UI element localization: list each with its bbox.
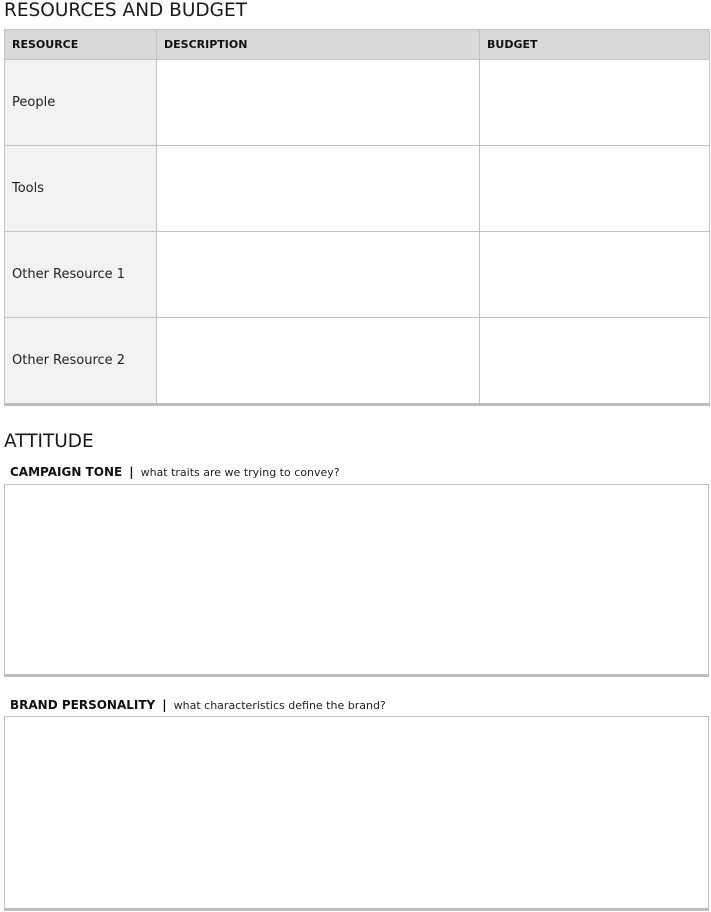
budget-cell[interactable] bbox=[480, 146, 710, 232]
resource-cell: People bbox=[5, 60, 157, 146]
resource-cell: Tools bbox=[5, 146, 157, 232]
brand-personality-field[interactable] bbox=[4, 716, 709, 911]
column-header-description: DESCRIPTION bbox=[157, 30, 480, 60]
description-cell[interactable] bbox=[157, 60, 480, 146]
column-header-budget: BUDGET bbox=[480, 30, 710, 60]
resource-cell: Other Resource 1 bbox=[5, 232, 157, 318]
description-cell[interactable] bbox=[157, 146, 480, 232]
column-header-resource: RESOURCE bbox=[5, 30, 157, 60]
budget-cell[interactable] bbox=[480, 232, 710, 318]
budget-cell[interactable] bbox=[480, 60, 710, 146]
campaign-tone-prompt: what traits are we trying to convey? bbox=[140, 466, 340, 479]
table-header-row bbox=[5, 30, 710, 60]
brand-personality-label bbox=[10, 699, 386, 711]
attitude-title: ATTITUDE bbox=[4, 431, 94, 452]
description-cell[interactable] bbox=[157, 318, 480, 405]
brand-personality-prompt: what characteristics define the brand? bbox=[173, 699, 386, 712]
resources-table bbox=[4, 29, 710, 406]
table-row bbox=[5, 232, 710, 318]
table-row bbox=[5, 146, 710, 232]
brand-personality-heading: BRAND PERSONALITY bbox=[10, 698, 156, 712]
resource-cell: Other Resource 2 bbox=[5, 318, 157, 405]
campaign-tone-label bbox=[10, 466, 340, 478]
table-row bbox=[5, 318, 710, 405]
resources-budget-title: RESOURCES AND BUDGET bbox=[4, 0, 247, 21]
campaign-tone-heading: CAMPAIGN TONE bbox=[10, 465, 123, 479]
budget-cell[interactable] bbox=[480, 318, 710, 405]
description-cell[interactable] bbox=[157, 232, 480, 318]
label-separator: | bbox=[129, 465, 134, 479]
campaign-tone-field[interactable] bbox=[4, 484, 709, 677]
table-row bbox=[5, 60, 710, 146]
label-separator: | bbox=[162, 698, 167, 712]
